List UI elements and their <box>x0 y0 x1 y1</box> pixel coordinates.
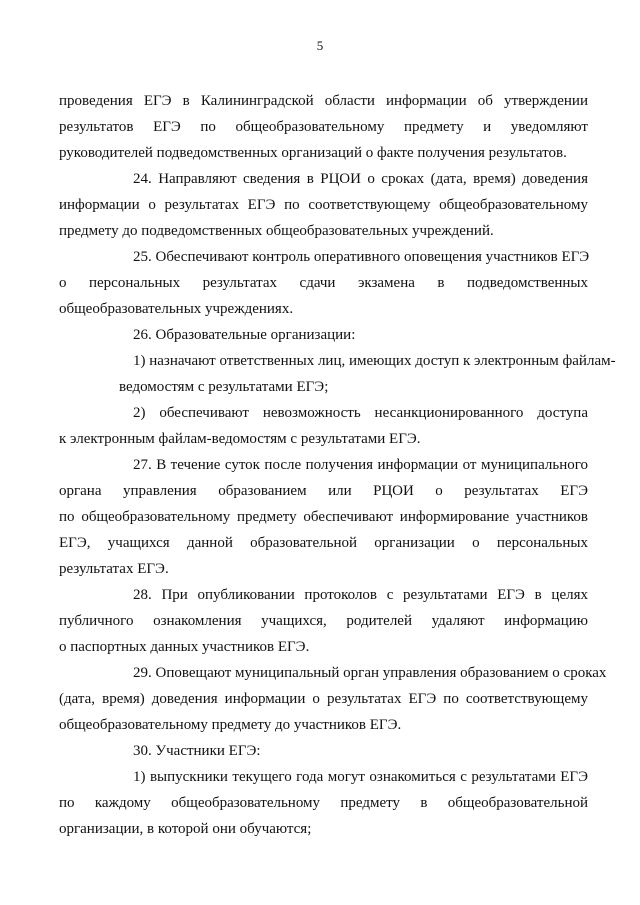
text-line: органа управления образованием или РЦОИ о результатах ЕГЭ <box>59 483 588 499</box>
text-line: ЕГЭ, учащихся данной образовательной организации о персональных <box>59 535 588 551</box>
text-line: о паспортных данных участников ЕГЭ. <box>59 639 310 655</box>
text-line: к электронным файлам-ведомостям с результатами ЕГЭ. <box>59 431 421 447</box>
text-line: информации о результатах ЕГЭ по соответствующему общеобразовательному <box>59 197 588 213</box>
page-number: 5 <box>316 38 324 53</box>
paragraph-26-line: 26. Образовательные организации: <box>133 327 356 343</box>
text-line: публичного ознакомления учащихся, родителей удаляют информацию <box>59 613 588 629</box>
text-line: о персональных результатах сдачи экзамена в подведомственных <box>59 275 588 291</box>
text-line: по общеобразовательному предмету обеспечивают информирование участников <box>59 509 588 525</box>
paragraph-25-line: 25. Обеспечивают контроль оперативного оповещения участников ЕГЭ <box>133 249 590 265</box>
list-item-1-line: 1) выпускники текущего года могут ознакомиться с результатами ЕГЭ <box>133 769 588 785</box>
text-line: проведения ЕГЭ в Калининградской области информации об утверждении <box>59 93 588 109</box>
list-item-1-line: 1) назначают ответственных лиц, имеющих доступ к электронным файлам- <box>133 353 616 369</box>
text-line: по каждому общеобразовательному предмету в общеобразовательной <box>59 795 588 811</box>
text-line: результатов ЕГЭ по общеобразовательному предмету и уведомляют <box>59 119 588 135</box>
text-line: (дата, время) доведения информации о результатах ЕГЭ по соответствующему <box>59 691 588 707</box>
text-line: общеобразовательных учреждениях. <box>59 301 294 317</box>
text-line: предмету до подведомственных общеобразовательных учреждений. <box>59 223 494 239</box>
text-line: руководителей подведомственных организаций о факте получения результатов. <box>59 145 567 161</box>
paragraph-27-line: 27. В течение суток после получения информации от муниципального <box>133 457 588 473</box>
text-line: ведомостям с результатами ЕГЭ; <box>119 379 329 395</box>
text-line: организации, в которой они обучаются; <box>59 821 312 837</box>
text-line: результатах ЕГЭ. <box>59 561 169 577</box>
text-line: общеобразовательному предмету до участников ЕГЭ. <box>59 717 402 733</box>
document-body <box>59 88 616 842</box>
paragraph-24-line: 24. Направляют сведения в РЦОИ о сроках (дата, время) доведения <box>133 171 588 187</box>
paragraph-28-line: 28. При опубликовании протоколов с результатами ЕГЭ в целях <box>133 587 588 603</box>
list-item-2-line: 2) обеспечивают невозможность несанкционированного доступа <box>133 405 588 421</box>
paragraph-30-line: 30. Участники ЕГЭ: <box>133 743 261 759</box>
paragraph-29-line: 29. Оповещают муниципальный орган управления образованием о сроках <box>133 665 607 681</box>
